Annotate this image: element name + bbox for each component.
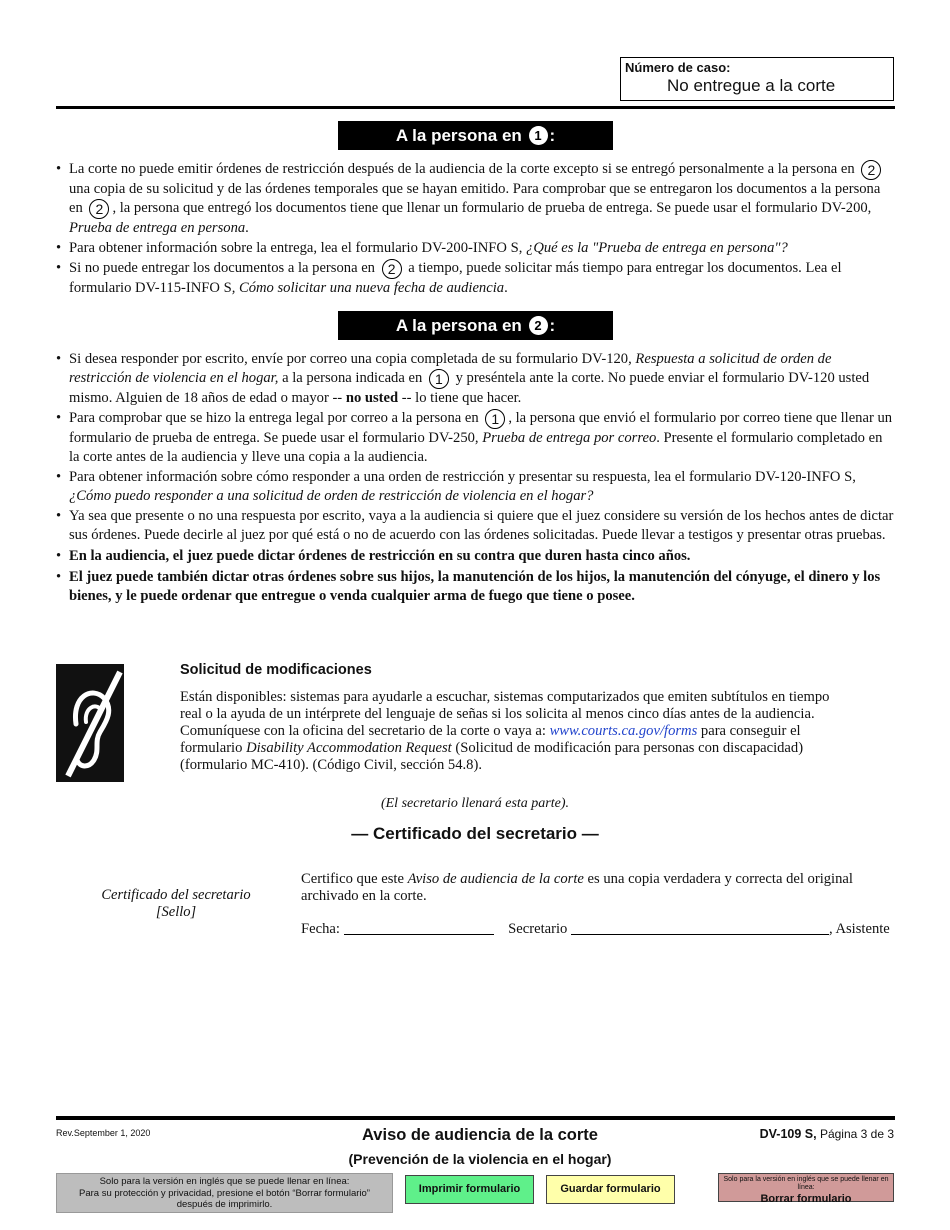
clerk-note: (El secretario llenará esta parte).	[380, 796, 570, 811]
section-2-header	[338, 311, 613, 340]
date-field[interactable]	[344, 921, 494, 935]
list-item: • Para comprobar que se hizo la entrega legal por correo a la persona en 1 , la persona que envió el formulario por correo tiene que llenar un formulario de prueba de entrega. Se puede usar el formulario DV-250, Prueba de entrega por correo. Presente el formulario completado en la corte antes de la audiencia y lleve una copia a la audiencia.	[56, 409, 894, 467]
section-1-header	[338, 121, 613, 150]
clerk-label: Secretario	[508, 921, 568, 937]
list-item: • En la audiencia, el juez puede dictar órdenes de restricción en su contra que duren hasta cinco años.	[56, 547, 894, 566]
list-item: • El juez puede también dictar otras órdenes sobre sus hijos, la manutención de los hijos, la manutención del cónyuge, el dinero y los bienes, y le puede ordenar que entregue o venda cualquier arma de fuego que tiene o posee.	[56, 568, 894, 606]
list-item: • Si no puede entregar los documentos a la persona en 2 a tiempo, puede solicitar más tiempo para entregar los documentos. Lea el formulario DV-115-INFO S, Cómo solicitar una nueva fecha de audiencia.	[56, 259, 894, 298]
party-number-circle: 2	[861, 160, 881, 180]
certification-fields	[301, 921, 890, 938]
party-number-circle: 2	[382, 259, 402, 279]
party-number-circle: 2	[89, 199, 109, 219]
privacy-note: Solo para la versión en inglés que se puede llenar en línea: Para su protección y privacidad, presione el botón “Borrar formulario” después de imprimirlo.	[56, 1173, 393, 1213]
hearing-assistance-icon	[56, 664, 124, 782]
list-item: • Para obtener información sobre cómo responder a una orden de restricción y presentar su respuesta, lea el formulario DV-120-INFO S, ¿Cómo puedo responder a una solicitud de orden de restricción de violencia en el hogar?	[56, 468, 894, 506]
revision-date: Rev.September 1, 2020	[56, 1128, 151, 1138]
page-number: DV-109 S, Página 3 de 3	[759, 1127, 894, 1141]
section-1-number: 1	[529, 126, 548, 145]
accommodation-title: Solicitud de modificaciones	[180, 662, 372, 678]
clerk-field[interactable]	[571, 921, 829, 935]
section-2-list	[56, 350, 894, 607]
accommodation-body: Están disponibles: sistemas para ayudarle a escuchar, sistemas computarizados que emiten subtítulos en tiempo real o la ayuda de un intérprete del lenguaje de señas si los solicita al menos cinco días antes de la audiencia. Comuníquese con la oficina del secretario de la corte o vaya a: www.courts.ca.gov/forms para conseguir el formulario Disability Accommodation Request (Solicitud de modificación para personas con discapacidad) (formulario MC-410). (Código Civil, sección 54.8).	[180, 689, 830, 773]
case-number-box	[620, 57, 894, 101]
section-1-colon: :	[549, 126, 556, 145]
clear-form-button[interactable]: Solo para la versión en inglés que se puede llenar en línea: Borrar formulario	[718, 1173, 894, 1202]
footer-rule	[56, 1116, 895, 1120]
section-2-colon: :	[549, 316, 556, 335]
form-subtitle: (Prevención de la violencia en el hogar)	[348, 1151, 612, 1167]
party-number-circle: 1	[429, 369, 449, 389]
form-title: Aviso de audiencia de la corte	[362, 1126, 598, 1144]
save-form-button[interactable]: Guardar formulario	[546, 1175, 675, 1204]
clerk-certificate-title: — Certificado del secretario —	[351, 824, 599, 843]
date-label: Fecha:	[301, 921, 340, 937]
section-1-title: A la persona en	[395, 126, 522, 145]
print-form-button[interactable]: Imprimir formulario	[405, 1175, 534, 1204]
list-item: • Si desea responder por escrito, envíe por correo una copia completada de su formulario DV-120, Respuesta a solicitud de orden de restricción de violencia en el hogar, a la persona indicada en 1 y preséntela ante la corte. No puede enviar el formulario DV-120 usted mismo. Alguien de 18 años de edad o mayor -- no usted -- lo tiene que hacer.	[56, 350, 894, 408]
section-2-number: 2	[529, 316, 548, 335]
courts-forms-link[interactable]: www.courts.ca.gov/forms	[549, 723, 698, 739]
header-rule	[56, 106, 895, 109]
clerk-seal: Certificado del secretario [Sello]	[101, 887, 251, 920]
case-number-value[interactable]: No entregue a la corte	[667, 76, 836, 95]
case-number-label: Número de caso:	[625, 60, 731, 75]
section-1-list	[56, 160, 894, 299]
list-item: • La corte no puede emitir órdenes de restricción después de la audiencia de la corte excepto si se entregó personalmente a la persona en 2 una copia de su solicitud y de las órdenes temporales que se hayan emitido. Para comprobar que se entregaron los documentos a la persona en 2 , la persona que entregó los documentos tiene que llenar un formulario de prueba de entrega. Se puede usar el formulario DV-200, Prueba de entrega en persona.	[56, 160, 894, 238]
party-number-circle: 1	[485, 409, 505, 429]
list-item: • Para obtener información sobre la entrega, lea el formulario DV-200-INFO S, ¿Qué es la "Prueba de entrega en persona"?	[56, 239, 894, 258]
section-2-title: A la persona en	[395, 316, 522, 335]
certification-text: Certifico que este Aviso de audiencia de la corte es una copia verdadera y correcta del original archivado en la corte.	[301, 871, 853, 904]
assistant-label: , Asistente	[828, 921, 890, 937]
list-item: • Ya sea que presente o no una respuesta por escrito, vaya a la audiencia si quiere que el juez considere su versión de los hechos antes de dictar sus órdenes. Puede decirle al juez por qué está o no de acuerdo con las órdenes solicitadas. Puede llevar a testigos y presentar otras pruebas.	[56, 507, 894, 545]
